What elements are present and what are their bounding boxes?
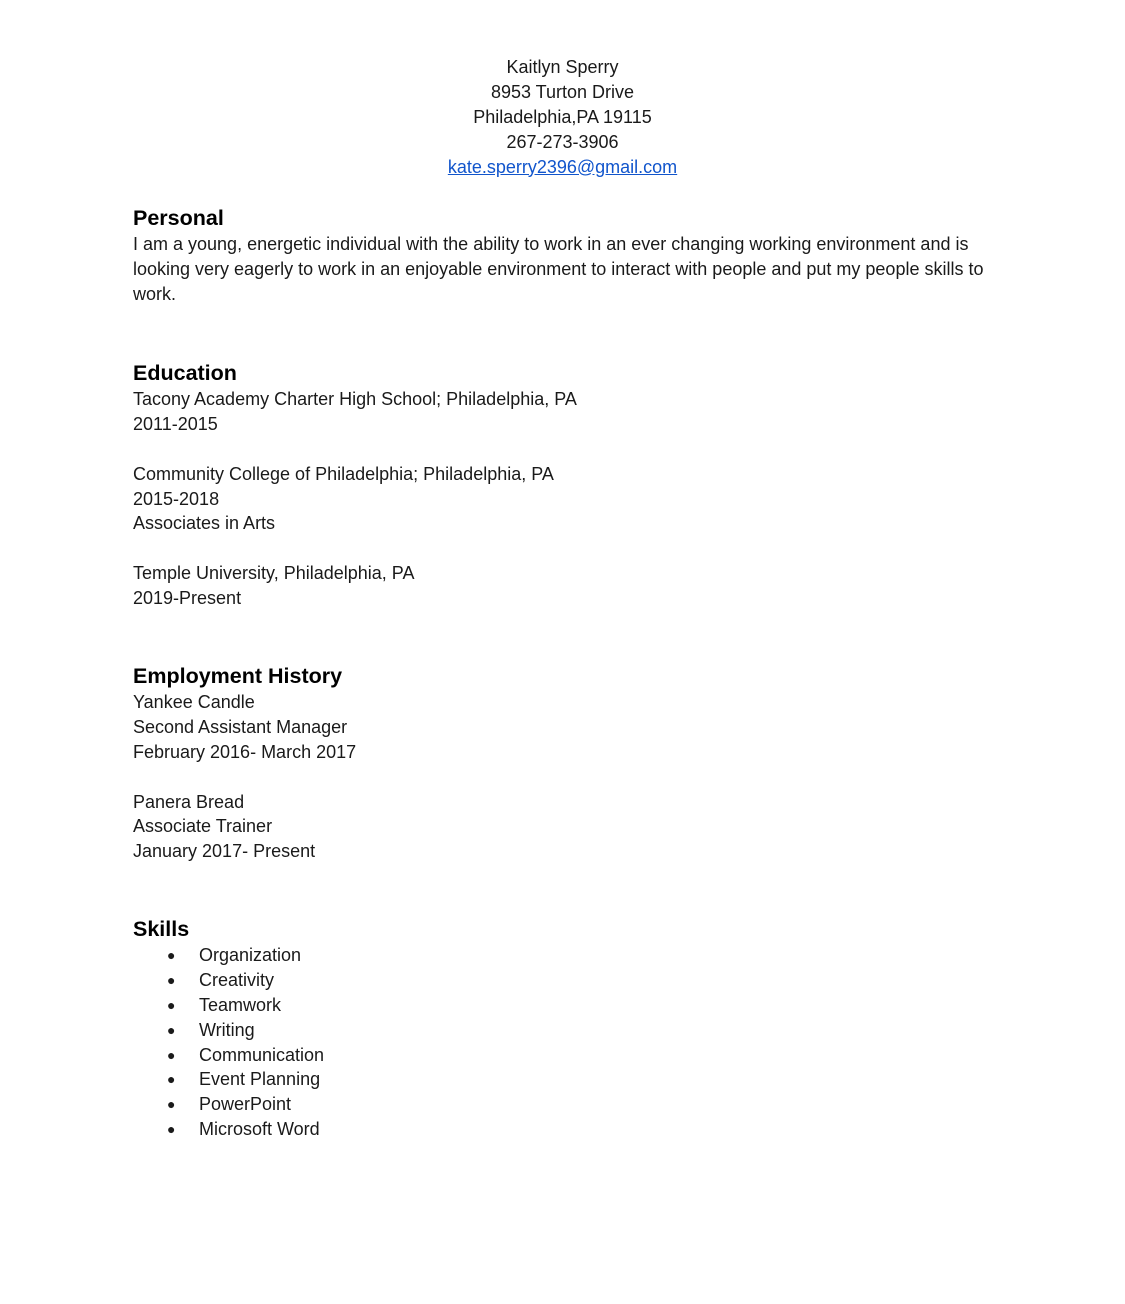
education-section: [133, 359, 993, 611]
skills-section: [133, 915, 993, 1142]
personal-text: I am a young, energetic individual with the ability to work in an ever changing working environment and is looking very eagerly to work in an enjoyable environment to interact with people and put my people skills to work.: [133, 234, 984, 304]
bullet-icon: ●: [167, 1021, 176, 1038]
education-years: 2011-2015: [133, 413, 218, 434]
skill-label: Writing: [199, 1019, 255, 1040]
skill-item: [133, 1043, 993, 1068]
education-heading: Education: [133, 361, 237, 385]
bullet-icon: ●: [167, 996, 176, 1013]
bullet-icon: ●: [167, 1071, 176, 1088]
contact-email-link[interactable]: kate.sperry2396@gmail.com: [447, 156, 678, 177]
education-school: Tacony Academy Charter High School; Philadelphia, PA: [133, 389, 577, 409]
skill-item: [133, 1092, 993, 1117]
skills-list: [133, 943, 993, 1142]
contact-street: 8953 Turton Drive: [490, 81, 635, 102]
skill-label: Teamwork: [199, 994, 282, 1015]
employment-company: Yankee Candle: [133, 692, 255, 712]
bullet-icon: ●: [167, 947, 176, 963]
employment-company: Panera Bread: [133, 791, 245, 812]
skill-label: Organization: [199, 945, 302, 965]
spacer: [133, 765, 993, 790]
employment-dates: January 2017- Present: [133, 841, 316, 862]
skill-item: [133, 1117, 993, 1142]
skill-label: Event Planning: [199, 1069, 321, 1090]
personal-heading: Personal: [133, 206, 224, 230]
skill-item: [133, 968, 993, 993]
skill-item: [133, 1067, 993, 1092]
skill-item: [133, 993, 993, 1018]
personal-section: [133, 204, 993, 307]
contact-block: [0, 55, 1125, 179]
bullet-icon: ●: [167, 1046, 176, 1063]
contact-phone: 267-273-3906: [506, 131, 619, 152]
employment-heading: Employment History: [133, 664, 343, 688]
skill-item: [133, 1018, 993, 1043]
skills-heading: Skills: [133, 917, 190, 941]
education-years: 2015-2018: [133, 488, 220, 509]
contact-city: Philadelphia,PA 19115: [473, 106, 652, 127]
education-degree: Associates in Arts: [133, 513, 276, 534]
education-school: Temple University, Philadelphia, PA: [133, 563, 415, 584]
skill-label: Microsoft Word: [199, 1119, 320, 1140]
education-school: Community College of Philadelphia; Philadelphia, PA: [133, 463, 554, 484]
employment-dates: February 2016- March 2017: [133, 741, 357, 762]
employment-section: [133, 662, 993, 864]
skill-item: [133, 943, 993, 968]
bullet-icon: ●: [167, 1096, 176, 1113]
skill-label: PowerPoint: [199, 1094, 292, 1115]
bullet-icon: ●: [167, 971, 176, 988]
education-years: 2019-Present: [133, 588, 242, 609]
spacer: [133, 437, 993, 462]
employment-role: Second Assistant Manager: [133, 716, 348, 737]
skill-label: Creativity: [199, 969, 275, 990]
employment-role: Associate Trainer: [133, 816, 273, 837]
spacer: [133, 536, 993, 561]
skill-label: Communication: [199, 1044, 325, 1065]
contact-name: Kaitlyn Sperry: [506, 57, 619, 77]
bullet-icon: ●: [167, 1121, 176, 1138]
